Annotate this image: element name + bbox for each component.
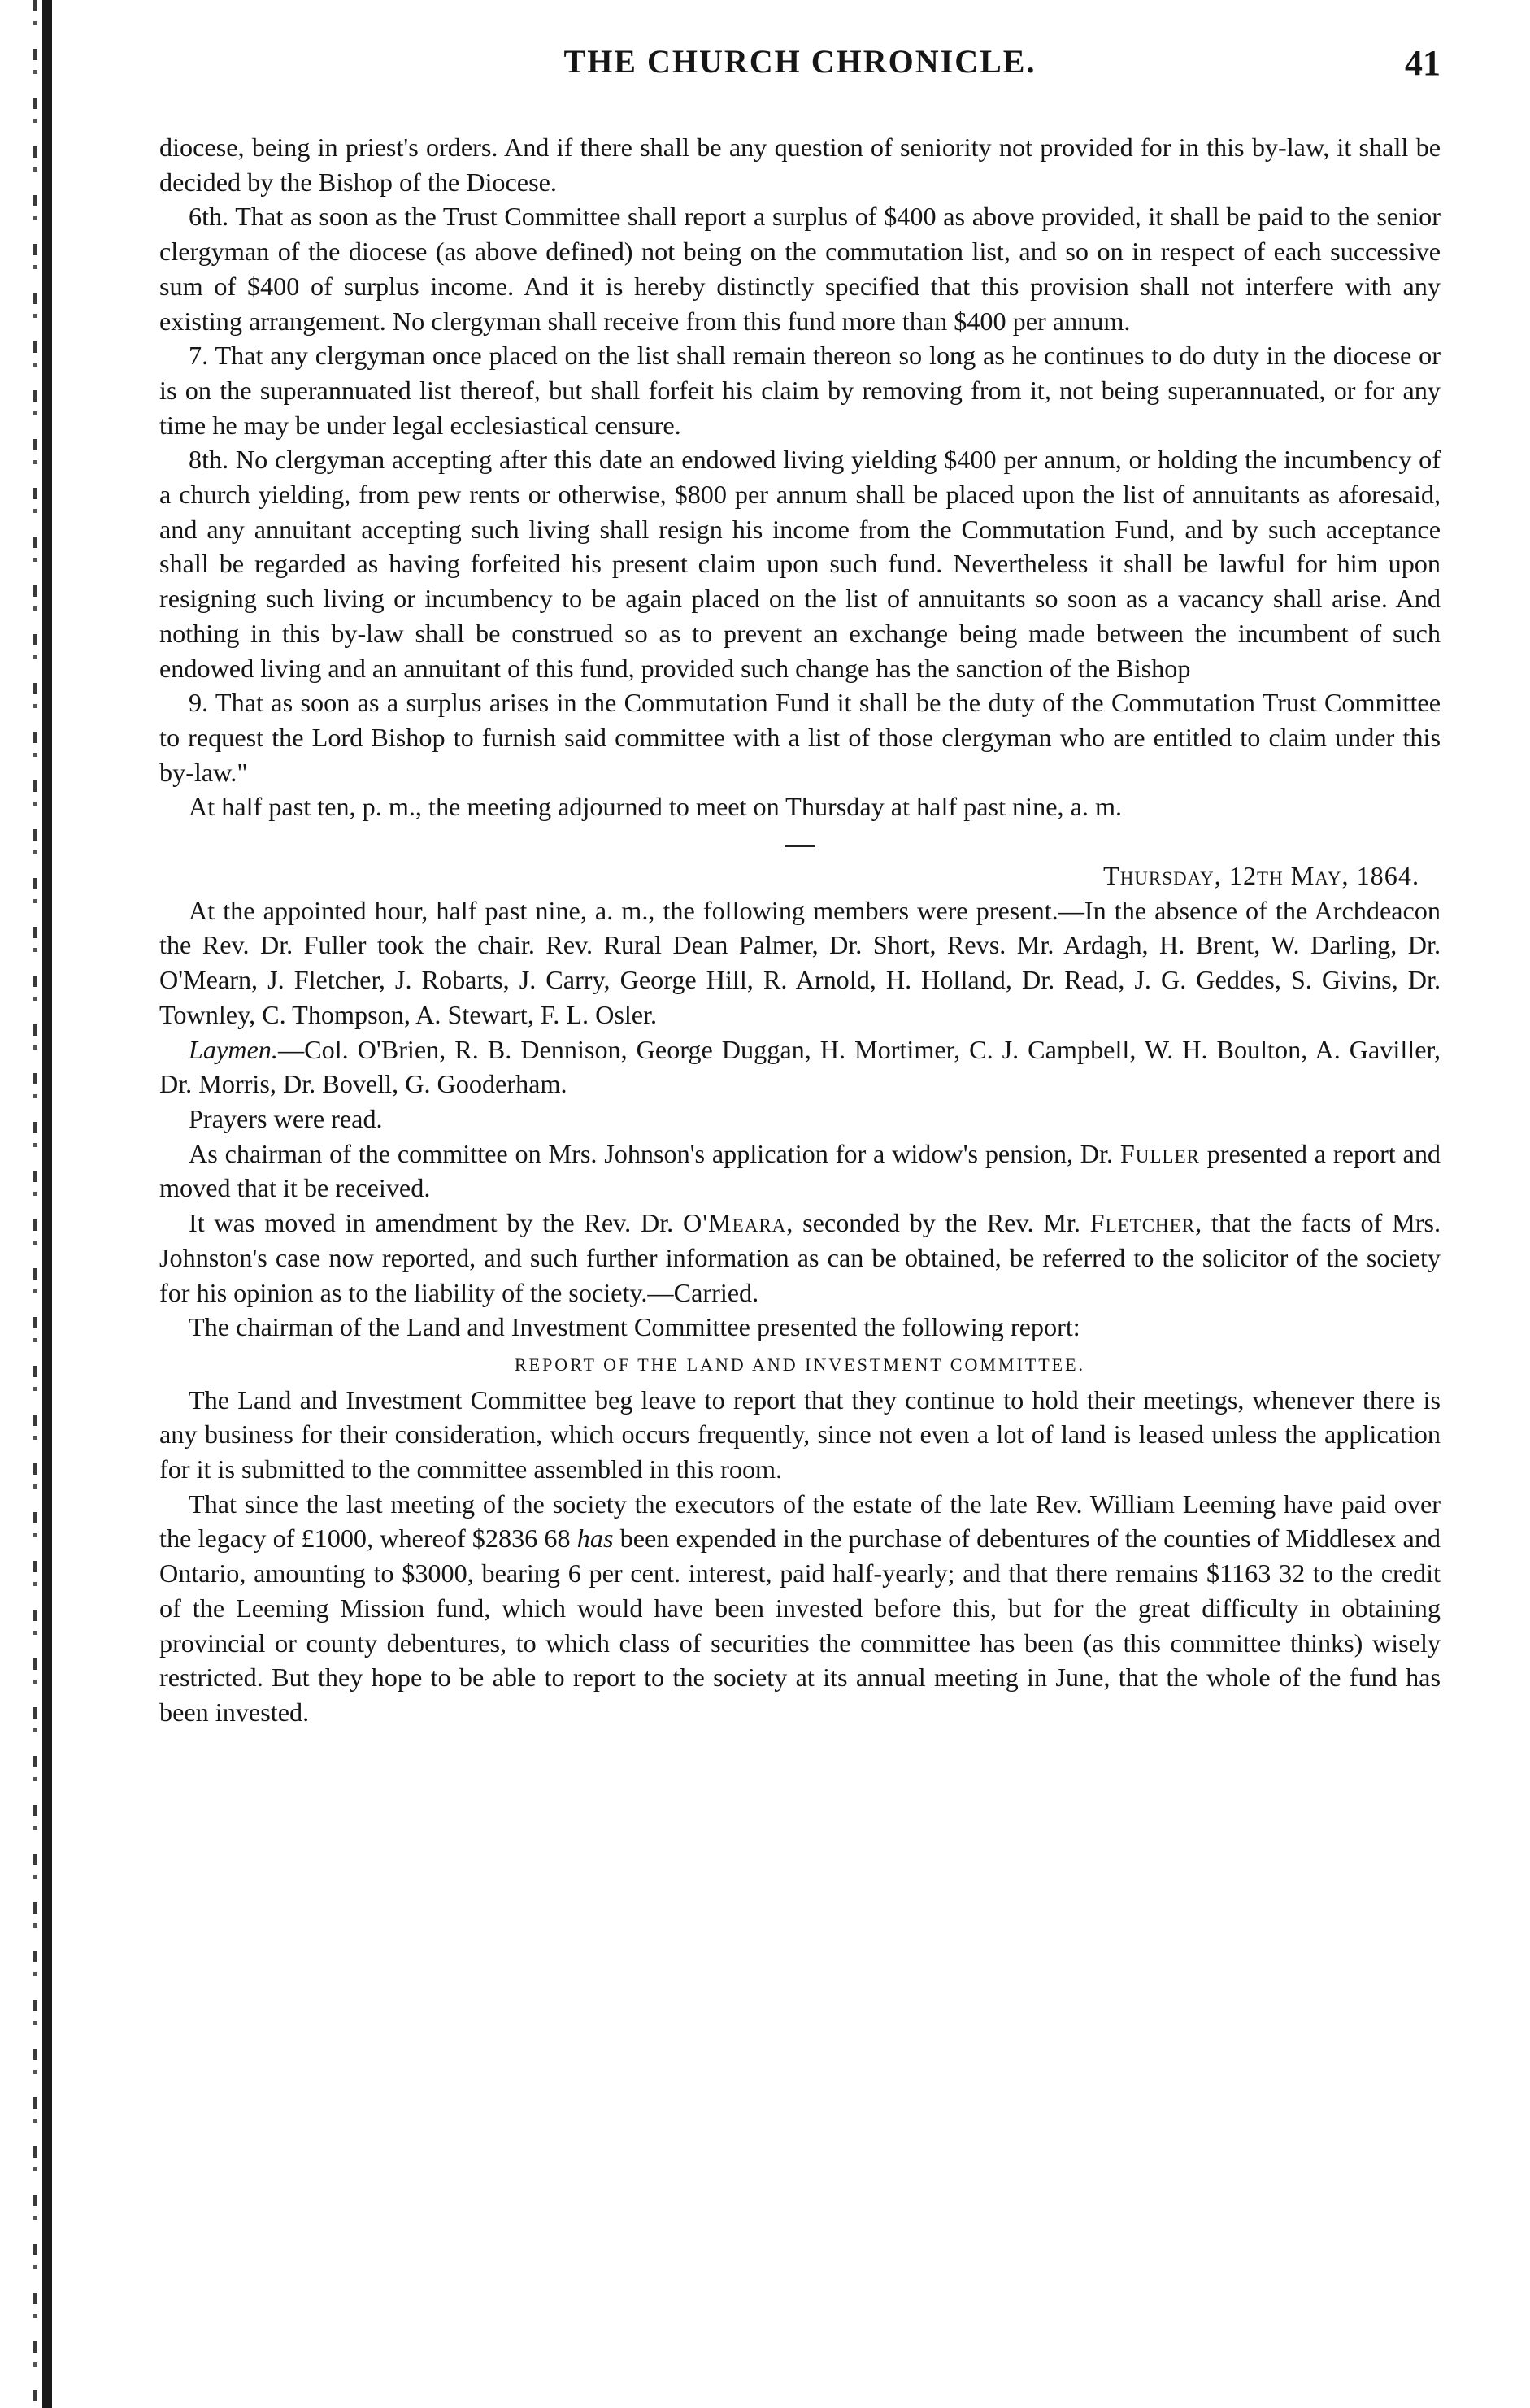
report-heading: REPORT OF THE LAND AND INVESTMENT COMMITTEE. [514, 1354, 1086, 1375]
page-body [159, 130, 1441, 1730]
paragraph-report-meetings: The Land and Investment Committee beg leave to report that they continue to hold their meetings, whenever there is any business for their consideration, which occurs frequently, since not even a lot of land is leased unless the application for it is submitted to the committee assembled in this room. [159, 1384, 1441, 1484]
name-omeara: O'Meara [683, 1208, 787, 1238]
page-number: 41 [1405, 43, 1441, 83]
page-header [159, 42, 1441, 99]
name-fuller: Fuller [1119, 1138, 1200, 1168]
running-title: THE CHURCH CHRONICLE. [563, 43, 1037, 80]
paragraph-8th: 8th. No clergyman accepting after this date an endowed living yielding $400 per annum, or holding the incumbency of a church yielding, from pew rents or otherwise, $800 per annum shall be placed upon the list of annuitants as aforesaid, and any annuitant accepting such living shall resign his income from the Commutation Fund, and by such acceptance shall be regarded as having forfeited his present claim upon such fund. Nevertheless it shall be lawful for him upon resigning such living or incumbency to be again placed on the list of annuitants so soon as a vacancy shall arise. And nothing in this by-law shall be construed so as to prevent an exchange being made between the incumbent of such endowed living and an annuitant of this fund, provided such change has the sanction of the Bishop [159, 445, 1441, 683]
paragraph-9: 9. That as soon as a surplus arises in the Commutation Fund it shall be the duty of the Commutation Trust Committee to request the Lord Bishop to furnish said committee with a list of those clergyman who are entitled to claim under this by-law." [159, 688, 1441, 787]
paragraph-laymen [159, 1032, 1441, 1102]
dateline: Thursday, 12th May, 1864. [1103, 861, 1419, 891]
paragraph-attendance: At the appointed hour, half past nine, a. m., the following members were present.—In the absence of the Archdeacon the Rev. Dr. Fuller took the chair. Rev. Rural Dean Palmer, Dr. Short, Revs. Mr. Ardagh, H. Brent, W. Darling, Dr. O'Mearn, J. Fletcher, J. Robarts, J. Carry, George Hill, R. Arnold, H. Holland, Dr. Read, J. G. Geddes, S. Givins, Dr. Townley, C. Thompson, A. Stewart, F. L. Osler. [159, 895, 1441, 1029]
laymen-list: —Col. O'Brien, R. B. Dennison, George Duggan, H. Mortimer, C. J. Campbell, W. H. Boulton, A. Gaviller, Dr. Morris, Dr. Bovell, G. Gooderham. [159, 1034, 1441, 1099]
paragraph-amendment: It was moved in amendment by the Rev. Dr. O'Meara, seconded by the Rev. Mr. Fletcher, that the facts of Mrs. Johnston's case now reported, and such further information as can be obtained, be referred to the solicitor of the society for his opinion as to the liability of the society.—Carried. [159, 1208, 1441, 1307]
name-fletcher: Fletcher [1089, 1208, 1196, 1238]
paragraph-prayers: Prayers were read. [189, 1103, 383, 1133]
binding-shadow [33, 0, 37, 2408]
section-divider [785, 845, 815, 847]
paragraph-land-committee: The chairman of the Land and Investment Committee presented the following report: [189, 1312, 1080, 1342]
paragraph-pension: As chairman of the committee on Mrs. Johnson's application for a widow's pension, Dr. Fuller presented a report and moved that it be received. [159, 1138, 1441, 1203]
binding-edge [42, 0, 52, 2408]
paragraph-7: 7. That any clergyman once placed on the list shall remain thereon so long as he continues to do duty in the diocese or is on the superannuated list thereof, but shall forfeit his claim by removing from it, not being superannuated, or for any time he may be under legal ecclesiastical censure. [159, 341, 1441, 440]
paragraph-report-legacy: That since the last meeting of the society the executors of the estate of the late Rev. William Leeming have paid over the legacy of £1000, whereof $2836 68 has been expended in the purchase of debentures of the counties of Middlesex and Ontario, amounting to $3000, bearing 6 per cent. interest, paid half-yearly; and that there remains $1163 32 to the credit of the Leeming Mission fund, which would have been invested before this, but for the great difficulty in obtaining provincial or county debentures, to which class of securities the committee has been (as this committee thinks) wisely restricted. But they hope to be able to report to the society at its annual meeting in June, that the whole of the fund has been invested. [159, 1489, 1441, 1727]
paragraph-adjourned: At half past ten, p. m., the meeting adjourned to meet on Thursday at half past nine, a. m. [189, 792, 1123, 822]
paragraph-diocese: diocese, being in priest's orders. And if there shall be any question of seniority not provided for in this by-law, it shall be decided by the Bishop of the Diocese. [159, 133, 1441, 197]
laymen-label: Laymen. [189, 1034, 278, 1064]
paragraph-6th: 6th. That as soon as the Trust Committee shall report a surplus of $400 as above provided, it shall be paid to the senior clergyman of the diocese (as above defined) not being on the commutation list, and so on in respect of each successive sum of $400 of surplus income. And it is hereby distinctly specified that this provision shall not interfere with any existing arrangement. No clergyman shall receive from this fund more than $400 per annum. [159, 202, 1441, 336]
